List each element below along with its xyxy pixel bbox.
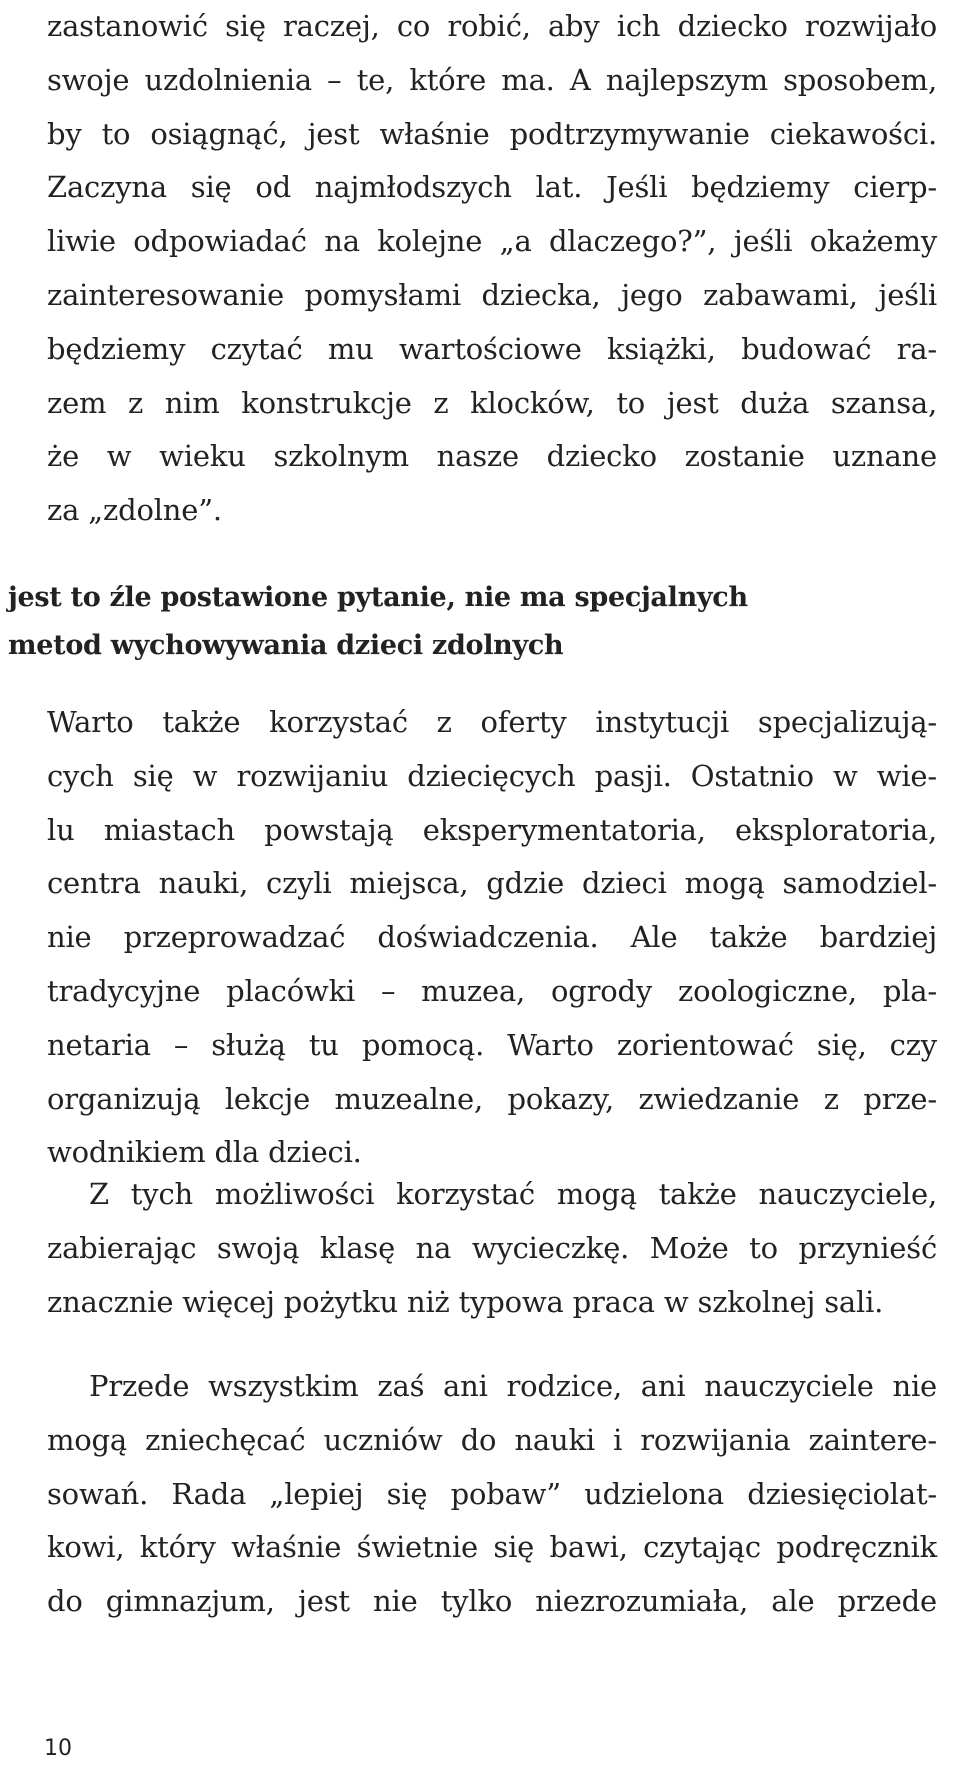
text-line: centra nauki, czyli miejsca, gdzie dzieci mogą samodziel- xyxy=(47,866,937,901)
text-line: za „zdolne”. xyxy=(47,493,222,528)
text-line: Warto także korzystać z oferty instytucji specjalizują- xyxy=(47,705,937,739)
pull-quote xyxy=(8,574,908,670)
pull-quote-line: metod wychowywania dzieci zdolnych xyxy=(8,630,564,661)
text-line: że w wieku szkolnym nasze dziecko zostanie uznane xyxy=(47,439,937,474)
text-line: do gimnazjum, jest nie tylko niezrozumiała, ale przede xyxy=(47,1584,937,1619)
text-line: organizują lekcje muzealne, pokazy, zwiedzanie z prze- xyxy=(47,1081,937,1116)
text-line: lu miastach powstają eksperymentatoria, eksploratoria, xyxy=(47,812,937,847)
text-line: Przede wszystkim zaś ani rodzice, ani nauczyciele nie xyxy=(89,1369,937,1403)
text-line: swoje uzdolnienia – te, które ma. A najlepszym sposobem, xyxy=(47,62,937,97)
paragraph-1 xyxy=(47,0,937,538)
text-line: netaria – służą tu pomocą. Warto zorientować się, czy xyxy=(47,1027,937,1062)
text-line: cych się w rozwijaniu dziecięcych pasji. Ostatnio w wie- xyxy=(47,758,937,793)
page-number: 10 xyxy=(44,1736,72,1761)
text-line: Z tych możliwości korzystać mogą także nauczyciele, xyxy=(89,1177,937,1211)
paragraph-3 xyxy=(47,1168,937,1329)
pull-quote-line: jest to źle postawione pytanie, nie ma specjalnych xyxy=(8,582,748,613)
text-line: by to osiągnąć, jest właśnie podtrzymywanie ciekawości. xyxy=(47,116,937,151)
text-line: znacznie więcej pożytku niż typowa praca w szkolnej sali. xyxy=(47,1284,884,1319)
text-line: zem z nim konstrukcje z klocków, to jest duża szansa, xyxy=(47,385,937,420)
text-line: będziemy czytać mu wartościowe książki, budować ra- xyxy=(47,331,937,366)
text-line: zabierając swoją klasę na wycieczkę. Może to przynieść xyxy=(47,1230,937,1265)
text-line: mogą zniechęcać uczniów do nauki i rozwijania zaintere- xyxy=(47,1422,937,1457)
text-line: tradycyjne placówki – muzea, ogrody zoologiczne, pla- xyxy=(47,973,937,1008)
text-line: sowań. Rada „lepiej się pobaw” udzielona dziesięciolat- xyxy=(47,1476,937,1511)
text-line: Zaczyna się od najmłodszych lat. Jeśli będziemy cierp- xyxy=(47,170,937,205)
text-line: liwie odpowiadać na kolejne „a dlaczego?”, jeśli okażemy xyxy=(47,224,937,259)
text-line: kowi, który właśnie świetnie się bawi, czytając podręcznik xyxy=(47,1530,937,1565)
text-line: nie przeprowadzać doświadczenia. Ale także bardziej xyxy=(47,920,937,955)
text-line: zastanowić się raczej, co robić, aby ich dziecko rozwijało xyxy=(47,9,937,43)
text-line: zainteresowanie pomysłami dziecka, jego zabawami, jeśli xyxy=(47,277,937,312)
text-line: wodnikiem dla dzieci. xyxy=(47,1135,362,1170)
paragraph-4 xyxy=(47,1360,937,1629)
paragraph-2 xyxy=(47,696,937,1180)
